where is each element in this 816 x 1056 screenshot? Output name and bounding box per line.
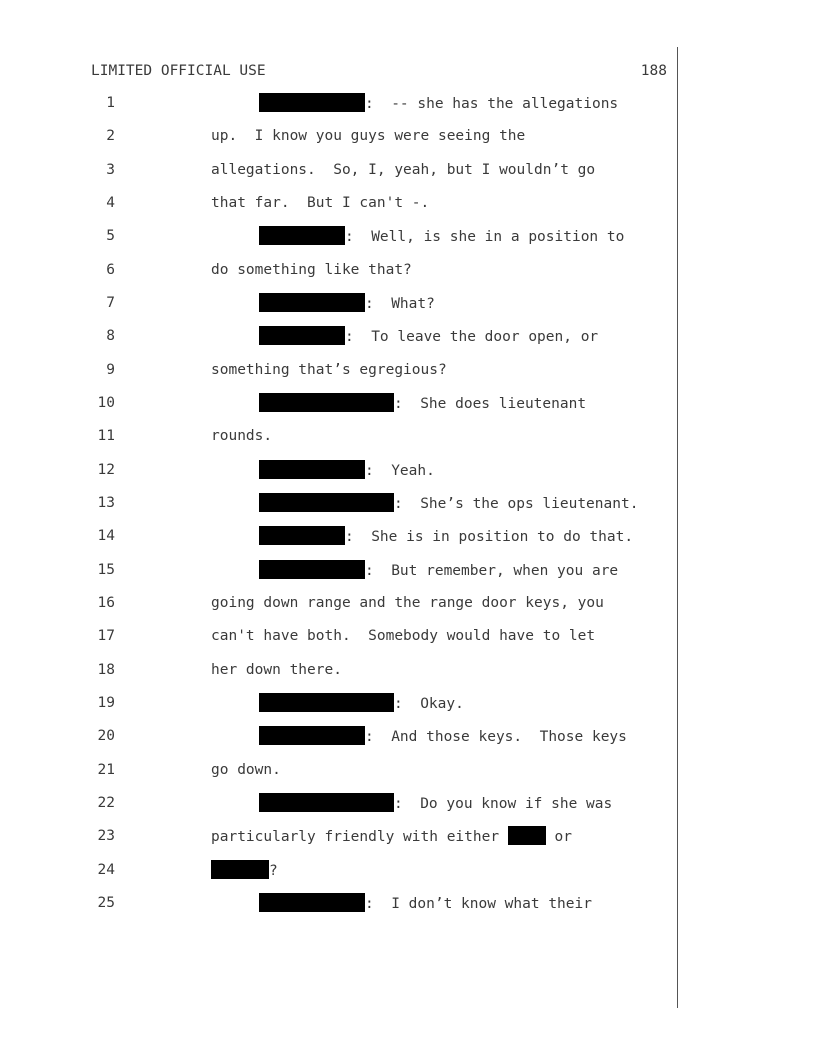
line-number: 12 [97,462,115,478]
transcript-line [0,793,677,813]
line-text: allegations. So, I, yeah, but I wouldn’t go [211,162,596,178]
line-number: 2 [106,128,115,144]
transcript-line [0,360,677,380]
transcript-line [0,860,677,880]
line-number: 20 [97,728,115,744]
transcript-line [0,426,677,446]
line-number: 22 [97,795,115,811]
speaker-redaction [259,693,394,712]
line-text: : She is in position to do that. [259,526,633,547]
transcript-line [0,893,677,913]
transcript-line [0,460,677,480]
line-text: : And those keys. Those keys [259,726,627,747]
line-number: 13 [97,495,115,511]
line-text: : She does lieutenant [259,393,586,414]
right-margin-rule [677,47,678,1008]
transcript-line [0,260,677,280]
line-number: 18 [97,662,115,678]
line-text: up. I know you guys were seeing the [211,128,526,144]
line-text: can't have both. Somebody would have to let [211,628,596,644]
line-number: 10 [97,395,115,411]
transcript-line [0,560,677,580]
name-redaction [211,860,269,879]
transcript-line [0,393,677,413]
transcript-line [0,193,677,213]
page-number: 188 [640,63,667,79]
line-number: 14 [97,528,115,544]
line-number: 21 [97,762,115,778]
line-number: 23 [97,828,115,844]
line-number: 16 [97,595,115,611]
line-number: 15 [97,562,115,578]
classification-header: LIMITED OFFICIAL USE [91,63,266,79]
line-text: particularly friendly with either or [211,826,572,847]
line-text: go down. [211,762,281,778]
line-number: 11 [97,428,115,444]
transcript-line [0,93,677,113]
line-text: going down range and the range door keys, you [211,595,604,611]
line-number: 17 [97,628,115,644]
line-text: : Do you know if she was [259,793,612,814]
line-text: : She’s the ops lieutenant. [259,493,638,514]
line-text: : Well, is she in a position to [259,226,624,247]
line-number: 8 [106,328,115,344]
line-number: 4 [106,195,115,211]
line-number: 6 [106,262,115,278]
transcript-line [0,593,677,613]
speaker-redaction [259,326,345,345]
line-number: 7 [106,295,115,311]
line-number: 3 [106,162,115,178]
speaker-redaction [259,526,345,545]
transcript-line [0,626,677,646]
speaker-redaction [259,793,394,812]
transcript-line [0,726,677,746]
line-text: : But remember, when you are [259,560,618,581]
line-text: : -- she has the allegations [259,93,618,114]
transcript-line [0,226,677,246]
name-redaction [508,826,546,845]
transcript-line [0,326,677,346]
line-text: that far. But I can't -. [211,195,430,211]
line-number: 5 [106,228,115,244]
speaker-redaction [259,726,365,745]
transcript-line [0,826,677,846]
speaker-redaction [259,460,365,479]
line-number: 9 [106,362,115,378]
transcript-line [0,660,677,680]
line-text: : What? [259,293,435,314]
line-text: : Okay. [259,693,464,714]
transcript-line [0,493,677,513]
line-number: 1 [106,95,115,111]
line-text: do something like that? [211,262,412,278]
transcript-line [0,160,677,180]
speaker-redaction [259,393,394,412]
line-text: her down there. [211,662,342,678]
line-text: rounds. [211,428,273,444]
speaker-redaction [259,493,394,512]
line-text: : Yeah. [259,460,435,481]
transcript-line [0,293,677,313]
line-text: ? [211,860,278,881]
speaker-redaction [259,226,345,245]
transcript-line [0,693,677,713]
transcript-line [0,126,677,146]
line-text: : To leave the door open, or [259,326,598,347]
transcript-line [0,526,677,546]
speaker-redaction [259,893,365,912]
speaker-redaction [259,93,365,112]
line-text: something that’s egregious? [211,362,447,378]
line-number: 25 [97,895,115,911]
line-number: 24 [97,862,115,878]
speaker-redaction [259,293,365,312]
transcript-line [0,760,677,780]
line-number: 19 [97,695,115,711]
line-text: : I don’t know what their [259,893,592,914]
speaker-redaction [259,560,365,579]
